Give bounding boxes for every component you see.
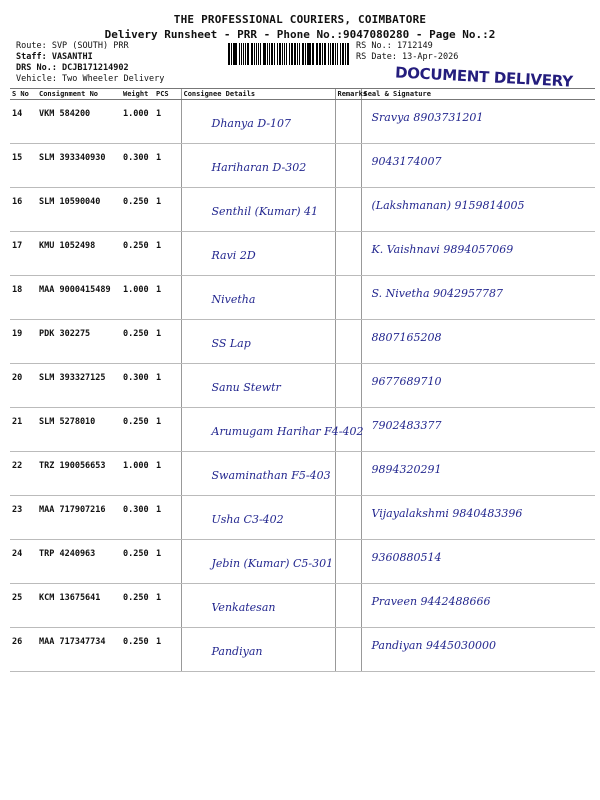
weight-value: 1.000	[121, 100, 154, 144]
seal-signature	[361, 320, 595, 364]
weight-value: 0.250	[121, 188, 154, 232]
pieces-count: 1	[154, 188, 181, 232]
seal-signature	[361, 100, 595, 144]
pieces-count: 1	[154, 364, 181, 408]
row-sno: 25	[10, 584, 37, 628]
consignment-number: TRZ 190056653	[37, 452, 121, 496]
remarks-cell	[335, 628, 361, 672]
row-sno: 17	[10, 232, 37, 276]
table-row	[10, 496, 595, 540]
drs-label: DRS No.: DCJB171214902	[16, 63, 129, 73]
pieces-count: 1	[154, 276, 181, 320]
weight-value: 0.300	[121, 144, 154, 188]
remarks-cell	[335, 496, 361, 540]
pieces-count: 1	[154, 232, 181, 276]
remarks-cell	[335, 540, 361, 584]
pieces-count: 1	[154, 100, 181, 144]
runsheet-table	[10, 88, 595, 672]
row-sno: 22	[10, 452, 37, 496]
weight-value: 0.300	[121, 496, 154, 540]
pieces-count: 1	[154, 408, 181, 452]
consignee-details	[181, 540, 335, 584]
table-row	[10, 188, 595, 232]
handwritten-signature: K. Vaishnavi 9894057069	[371, 243, 514, 256]
document-delivery-stamp: DOCUMENT DELIVERY	[394, 63, 574, 91]
handwritten-consignee: Arumugam Harihar F4-402	[211, 425, 364, 438]
handwritten-consignee: Venkatesan	[211, 601, 276, 614]
route-label: Route: SVP (SOUTH) PRR	[16, 41, 129, 51]
seal-signature	[361, 584, 595, 628]
consignee-details	[181, 452, 335, 496]
pieces-count: 1	[154, 540, 181, 584]
handwritten-signature: Vijayalakshmi 9840483396	[371, 507, 523, 520]
handwritten-signature: 8807165208	[371, 331, 442, 344]
weight-value: 0.300	[121, 364, 154, 408]
handwritten-signature: S. Nivetha 9042957787	[371, 287, 504, 300]
consignee-details	[181, 276, 335, 320]
handwritten-signature: Praveen 9442488666	[371, 595, 491, 608]
consignment-number: MAA 717907216	[37, 496, 121, 540]
pieces-count: 1	[154, 320, 181, 364]
runsheet-meta-right	[356, 41, 458, 63]
remarks-cell	[335, 276, 361, 320]
seal-signature	[361, 144, 595, 188]
row-sno: 24	[10, 540, 37, 584]
seal-signature	[361, 188, 595, 232]
consignment-number: PDK 302275	[37, 320, 121, 364]
handwritten-signature: 7902483377	[371, 419, 442, 432]
weight-value: 1.000	[121, 276, 154, 320]
rs-number: RS No.: 1712149	[356, 41, 433, 51]
weight-value: 0.250	[121, 408, 154, 452]
consignee-details	[181, 232, 335, 276]
table-row	[10, 540, 595, 584]
col-remarks: Remarks	[335, 89, 361, 100]
col-consignment: Consignment No	[37, 89, 121, 100]
runsheet-meta-left	[16, 41, 164, 85]
table-row	[10, 364, 595, 408]
handwritten-signature: 9360880514	[371, 551, 442, 564]
rs-date: RS Date: 13-Apr-2026	[356, 52, 459, 62]
row-sno: 19	[10, 320, 37, 364]
consignee-details	[181, 628, 335, 672]
weight-value: 0.250	[121, 584, 154, 628]
seal-signature	[361, 540, 595, 584]
row-sno: 26	[10, 628, 37, 672]
handwritten-signature: Sravya 8903731201	[371, 111, 484, 124]
table-row	[10, 584, 595, 628]
table-row	[10, 452, 595, 496]
row-sno: 23	[10, 496, 37, 540]
table-row	[10, 144, 595, 188]
col-seal-signature: Seal & Signature	[361, 89, 595, 100]
staff-label: Staff: VASANTHI	[16, 52, 93, 62]
weight-value: 0.250	[121, 320, 154, 364]
row-sno: 21	[10, 408, 37, 452]
consignment-number: MAA 717347734	[37, 628, 121, 672]
consignee-details	[181, 364, 335, 408]
consignee-details	[181, 188, 335, 232]
consignee-details	[181, 584, 335, 628]
pieces-count: 1	[154, 584, 181, 628]
pieces-count: 1	[154, 144, 181, 188]
handwritten-consignee: Pandiyan	[211, 645, 263, 658]
handwritten-consignee: Hariharan D-302	[211, 161, 307, 174]
handwritten-signature: 9043174007	[371, 155, 442, 168]
remarks-cell	[335, 144, 361, 188]
row-sno: 18	[10, 276, 37, 320]
consignment-number: VKM 584200	[37, 100, 121, 144]
consignment-number: KMU 1052498	[37, 232, 121, 276]
table-row	[10, 100, 595, 144]
table-row	[10, 276, 595, 320]
col-consignee: Consignee Details	[181, 89, 335, 100]
row-sno: 20	[10, 364, 37, 408]
remarks-cell	[335, 584, 361, 628]
seal-signature	[361, 232, 595, 276]
handwritten-signature: Pandiyan 9445030000	[371, 639, 496, 652]
handwritten-consignee: Jebin (Kumar) C5-301	[211, 557, 334, 570]
remarks-cell	[335, 320, 361, 364]
row-sno: 16	[10, 188, 37, 232]
weight-value: 0.250	[121, 540, 154, 584]
handwritten-signature: 9894320291	[371, 463, 442, 476]
weight-value: 1.000	[121, 452, 154, 496]
seal-signature	[361, 276, 595, 320]
consignment-number: SLM 393340930	[37, 144, 121, 188]
table-row	[10, 232, 595, 276]
remarks-cell	[335, 100, 361, 144]
row-sno: 15	[10, 144, 37, 188]
handwritten-consignee: Usha C3-402	[211, 513, 284, 526]
table-row	[10, 408, 595, 452]
seal-signature	[361, 364, 595, 408]
consignee-details	[181, 320, 335, 364]
handwritten-consignee: Ravi 2D	[211, 249, 256, 262]
pieces-count: 1	[154, 628, 181, 672]
col-weight: Weight	[121, 89, 154, 100]
consignee-details	[181, 100, 335, 144]
handwritten-signature: 9677689710	[371, 375, 442, 388]
table-header-row	[10, 89, 595, 100]
consignment-number: TRP 4240963	[37, 540, 121, 584]
consignee-details	[181, 408, 364, 452]
pieces-count: 1	[154, 452, 181, 496]
handwritten-consignee: Nivetha	[211, 293, 256, 306]
handwritten-signature: (Lakshmanan) 9159814005	[371, 199, 525, 212]
consignment-number: SLM 5278010	[37, 408, 121, 452]
handwritten-consignee: SS Lap	[211, 337, 251, 350]
table-row	[10, 320, 595, 364]
company-title: THE PROFESSIONAL COURIERS, COIMBATORE	[173, 13, 427, 26]
remarks-cell	[335, 364, 361, 408]
consignment-number: MAA 9000415489	[37, 276, 121, 320]
seal-signature	[361, 452, 595, 496]
pieces-count: 1	[154, 496, 181, 540]
vehicle-label: Vehicle: Two Wheeler Delivery	[16, 74, 165, 84]
remarks-cell	[335, 452, 361, 496]
weight-value: 0.250	[121, 628, 154, 672]
handwritten-consignee: Dhanya D-107	[211, 117, 292, 130]
consignee-details	[181, 144, 335, 188]
col-sno: S No	[10, 89, 37, 100]
table-row	[10, 628, 595, 672]
handwritten-consignee: Sanu Stewtr	[211, 381, 281, 394]
remarks-cell	[335, 232, 361, 276]
consignment-number: KCM 13675641	[37, 584, 121, 628]
row-sno: 14	[10, 100, 37, 144]
remarks-cell	[335, 188, 361, 232]
col-pcs: PCS	[154, 89, 181, 100]
runsheet-subtitle: Delivery Runsheet - PRR - Phone No.:9047080280 - Page No.:2	[104, 28, 496, 41]
handwritten-consignee: Senthil (Kumar) 41	[211, 205, 319, 218]
weight-value: 0.250	[121, 232, 154, 276]
consignment-number: SLM 393327125	[37, 364, 121, 408]
barcode	[228, 43, 350, 65]
consignment-number: SLM 10590040	[37, 188, 121, 232]
handwritten-consignee: Swaminathan F5-403	[211, 469, 331, 482]
seal-signature	[361, 408, 595, 452]
seal-signature	[361, 496, 595, 540]
consignee-details	[181, 496, 335, 540]
seal-signature	[361, 628, 595, 672]
